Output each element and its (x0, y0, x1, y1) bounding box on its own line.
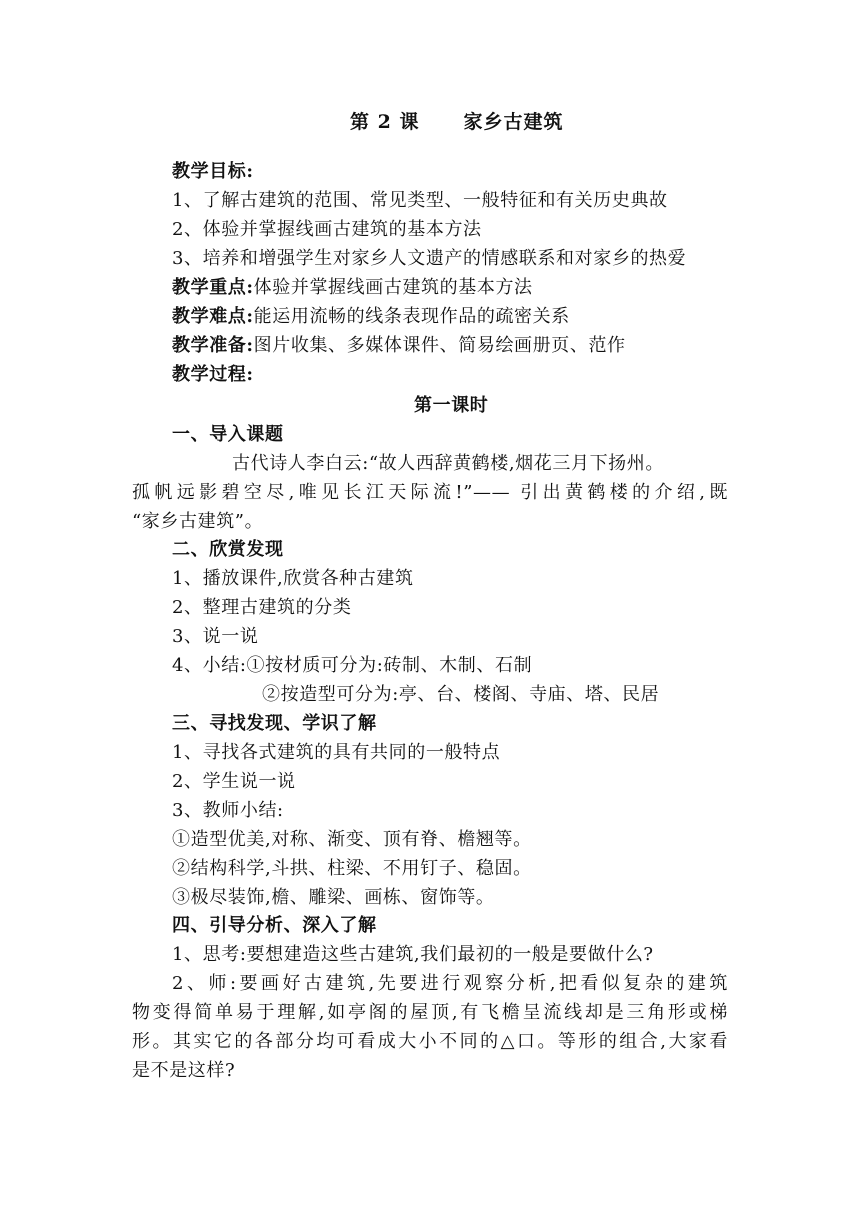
preparation (172, 334, 626, 358)
list-item: ②结构科学,斗拱、柱梁、不用钉子、稳固。 (172, 858, 532, 879)
preparation-text: 图片收集、多媒体课件、简易绘画册页、范作 (253, 335, 626, 356)
key-point (172, 276, 533, 300)
key-point-text: 体验并掌握线画古建筑的基本方法 (253, 277, 533, 298)
list-item: ②按造型可分为:亭、台、楼阁、寺庙、塔、民居 (262, 684, 660, 705)
section-heading: 一、导入课题 (172, 424, 284, 445)
section-heading: 三、寻找发现、学识了解 (172, 713, 377, 734)
difficulty (172, 305, 570, 329)
objective-item: 3、培养和增强学生对家乡人文遗产的情感联系和对家乡的热爱 (172, 248, 687, 269)
objective-item: 1、了解古建筑的范围、常见类型、一般特征和有关历史典故 (172, 190, 668, 211)
paragraph-line: 古代诗人李白云:“故人西辞黄鹤楼,烟花三月下扬州。 (232, 453, 664, 474)
session-heading: 第一课时 (414, 395, 489, 416)
list-item: 2、学生说一说 (172, 771, 296, 792)
paragraph-line: 孤帆远影碧空尽,唯见长江天际流!”—— 引出黄鹤楼的介绍,既 (132, 482, 728, 503)
list-item: 2、整理古建筑的分类 (172, 597, 352, 618)
key-point-label: 教学重点: (172, 277, 254, 298)
paragraph-line: 2、师:要画好古建筑,先要进行观察分析,把看似复杂的建筑 (172, 973, 728, 994)
paragraph-line: 是不是这样? (132, 1060, 236, 1081)
list-item: 1、思考:要想建造这些古建筑,我们最初的一般是要做什么? (172, 944, 654, 965)
objectives-heading: 教学目标: (172, 161, 254, 182)
section-heading: 二、欣赏发现 (172, 539, 284, 560)
lesson-number: 第 2 课 (350, 111, 420, 133)
difficulty-label: 教学难点: (172, 306, 254, 327)
lesson-name: 家乡古建筑 (463, 111, 564, 133)
paragraph-line: 形。其实它的各部分均可看成大小不同的△口。等形的组合,大家看 (132, 1031, 728, 1052)
paragraph-line: 物变得简单易于理解,如亭阁的屋顶,有飞檐呈流线却是三角形或梯 (132, 1002, 728, 1023)
list-item: 3、说一说 (172, 626, 259, 647)
page-title (350, 110, 563, 134)
list-item: 1、寻找各式建筑的具有共同的一般特点 (172, 742, 501, 763)
list-item: 4、小结:①按材质可分为:砖制、木制、石制 (172, 655, 533, 676)
list-item: 3、教师小结: (172, 800, 284, 821)
process-heading: 教学过程: (172, 364, 254, 385)
section-heading: 四、引导分析、深入了解 (172, 915, 377, 936)
difficulty-text: 能运用流畅的线条表现作品的疏密关系 (253, 306, 570, 327)
list-item: 1、播放课件,欣赏各种古建筑 (172, 568, 414, 589)
paragraph-line: “家乡古建筑”。 (132, 511, 264, 532)
preparation-label: 教学准备: (172, 335, 254, 356)
list-item: ③极尽装饰,檐、雕梁、画栋、窗饰等。 (172, 887, 495, 908)
list-item: ①造型优美,对称、渐变、顶有脊、檐翘等。 (172, 829, 532, 850)
objective-item: 2、体验并掌握线画古建筑的基本方法 (172, 219, 482, 240)
